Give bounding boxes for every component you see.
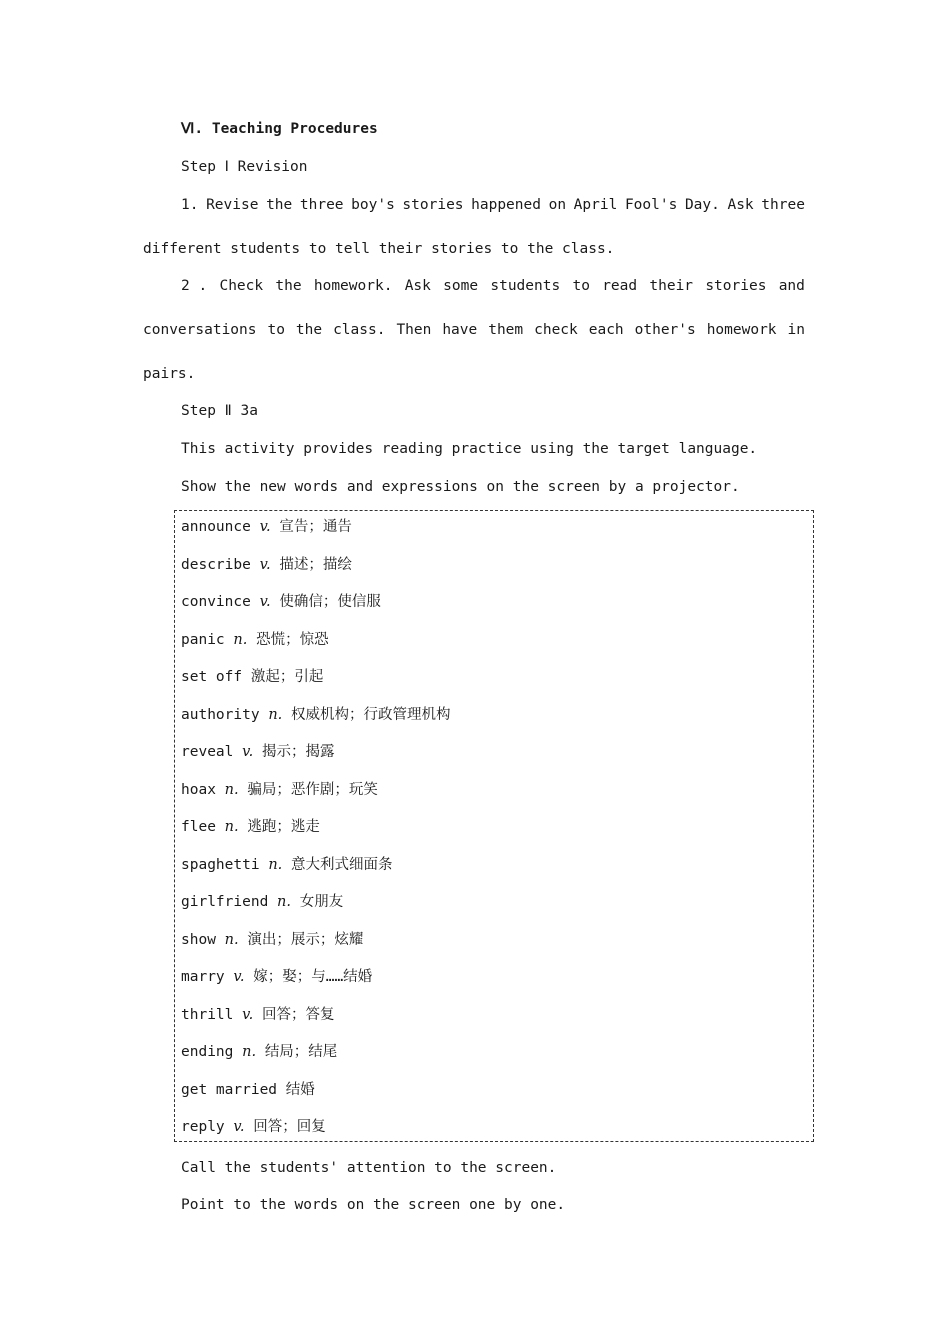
word: some [443, 278, 479, 294]
vocab-meaning: 权威机构；行政管理机构 [291, 706, 451, 723]
after-box-line1: Call the students' attention to the screen. [181, 1160, 557, 1176]
after-box-line2: Point to the words on the screen one by one. [181, 1197, 566, 1213]
step1-item2-line2 [143, 320, 805, 340]
vocab-item [181, 1117, 326, 1137]
vocab-pos: v. [259, 519, 271, 535]
word: other's [634, 322, 696, 338]
vocab-meaning: 使确信；使信服 [279, 594, 381, 610]
vocab-meaning: 揭示；揭露 [261, 744, 335, 760]
vocab-meaning: 回答；回复 [253, 1119, 326, 1135]
vocab-meaning: 意大利式细面条 [291, 856, 393, 873]
vocab-meaning: 演出；展示；炫耀 [247, 931, 364, 948]
vocab-word: marry [181, 969, 225, 985]
vocab-meaning: 宣告；通告 [279, 519, 352, 535]
word: stories [402, 197, 464, 213]
step1-item1-line1 [181, 195, 805, 215]
word: and [778, 278, 805, 294]
vocab-pos: n. [224, 931, 239, 948]
vocab-word: announce [181, 519, 251, 535]
vocab-meaning: 结婚 [285, 1081, 315, 1098]
vocab-pos: n. [268, 706, 283, 723]
vocab-word: hoax [181, 781, 216, 798]
word: each [588, 322, 624, 338]
step1-item2-line3: pairs. [143, 366, 196, 382]
vocab-word: flee [181, 819, 216, 835]
vocab-item [181, 1042, 337, 1062]
step1-item2-line1 [181, 276, 805, 296]
word: April [573, 197, 618, 213]
vocab-item [181, 667, 323, 687]
step2-line2: Show the new words and expressions on the screen by a projector. [181, 479, 740, 495]
vocab-meaning: 嫁；娶；与……结婚 [253, 969, 373, 985]
section-title: Ⅵ. Teaching Procedures [181, 121, 378, 137]
word: Day. [684, 197, 720, 213]
vocab-item [181, 630, 329, 650]
vocab-meaning: 结局；结尾 [264, 1044, 338, 1060]
vocab-item [181, 892, 343, 912]
vocab-item [181, 555, 352, 575]
word: check [534, 322, 578, 338]
word: have [442, 322, 478, 338]
vocab-word: panic [181, 631, 225, 648]
vocab-pos: n. [277, 894, 291, 910]
word: Revise [206, 197, 259, 213]
vocab-word: authority [181, 706, 260, 723]
vocab-item [181, 517, 352, 537]
vocab-item [181, 967, 372, 987]
step1-title: Step Ⅰ Revision [181, 159, 308, 175]
word: stories [705, 278, 767, 294]
vocab-word: show [181, 931, 216, 948]
word: 2 . [181, 278, 208, 294]
vocab-meaning: 逃跑；逃走 [247, 819, 320, 835]
vocab-meaning: 回答；答复 [261, 1006, 335, 1023]
word: happened [471, 197, 541, 213]
vocab-meaning: 骗局；恶作剧；玩笑 [247, 781, 378, 798]
word: the [266, 197, 293, 213]
vocab-pos: v. [242, 744, 254, 760]
word: to [572, 278, 590, 294]
word: read [602, 278, 638, 294]
vocab-pos: n. [268, 856, 283, 873]
word: in [787, 322, 805, 338]
vocab-word: describe [181, 556, 251, 573]
vocab-item [181, 780, 378, 800]
vocab-meaning: 女朋友 [299, 894, 344, 910]
word: their [649, 278, 694, 294]
step2-title: Step Ⅱ 3a [181, 403, 258, 419]
vocab-item [181, 930, 363, 950]
word: on [548, 197, 567, 213]
vocab-word: convince [181, 594, 251, 610]
word: conversations [143, 322, 257, 338]
word: class. [333, 322, 386, 338]
word: Ask [404, 278, 431, 294]
word: students [490, 278, 561, 294]
word: three [299, 197, 344, 213]
word: homework. [313, 278, 393, 294]
word: them [488, 322, 524, 338]
vocab-pos: n. [233, 631, 248, 648]
vocab-pos: n. [224, 819, 239, 835]
vocab-word: get married [181, 1081, 278, 1098]
vocab-pos: v. [233, 1119, 245, 1135]
word: to [267, 322, 285, 338]
vocab-word: ending [181, 1044, 234, 1060]
vocab-meaning: 激起；引起 [250, 669, 324, 685]
word: the [275, 278, 302, 294]
vocab-item [181, 742, 334, 762]
step2-line1: This activity provides reading practice using the target language. [181, 441, 758, 457]
vocab-item [181, 1005, 334, 1025]
vocab-pos: v. [242, 1006, 254, 1023]
word: the [295, 322, 323, 338]
word: three [761, 197, 805, 213]
word: Check [219, 278, 264, 294]
vocab-word: girlfriend [181, 894, 269, 910]
vocab-meaning: 恐慌；惊恐 [256, 631, 329, 648]
vocab-word: spaghetti [181, 856, 260, 873]
vocab-pos: n. [242, 1044, 257, 1060]
vocab-pos: n. [224, 781, 239, 798]
step1-item1-line2: different students to tell their stories to the class. [143, 241, 615, 257]
vocab-word: set off [181, 669, 243, 685]
word: Ask [727, 197, 754, 213]
vocab-item [181, 855, 393, 875]
word: Fool's [624, 197, 678, 213]
word: Then [396, 322, 432, 338]
vocab-pos: v. [259, 594, 271, 610]
vocab-word: reveal [181, 744, 234, 760]
vocab-pos: v. [233, 969, 245, 985]
vocab-word: thrill [181, 1006, 234, 1023]
word: 1. [181, 197, 199, 213]
word: boy's [351, 197, 395, 213]
vocab-item [181, 705, 451, 725]
vocab-pos: v. [259, 556, 271, 573]
vocab-item [181, 1080, 315, 1100]
word: homework [706, 322, 777, 338]
vocab-item [181, 817, 320, 837]
vocab-meaning: 描述；描绘 [279, 556, 352, 573]
vocab-word: reply [181, 1119, 225, 1135]
vocab-item [181, 592, 381, 612]
